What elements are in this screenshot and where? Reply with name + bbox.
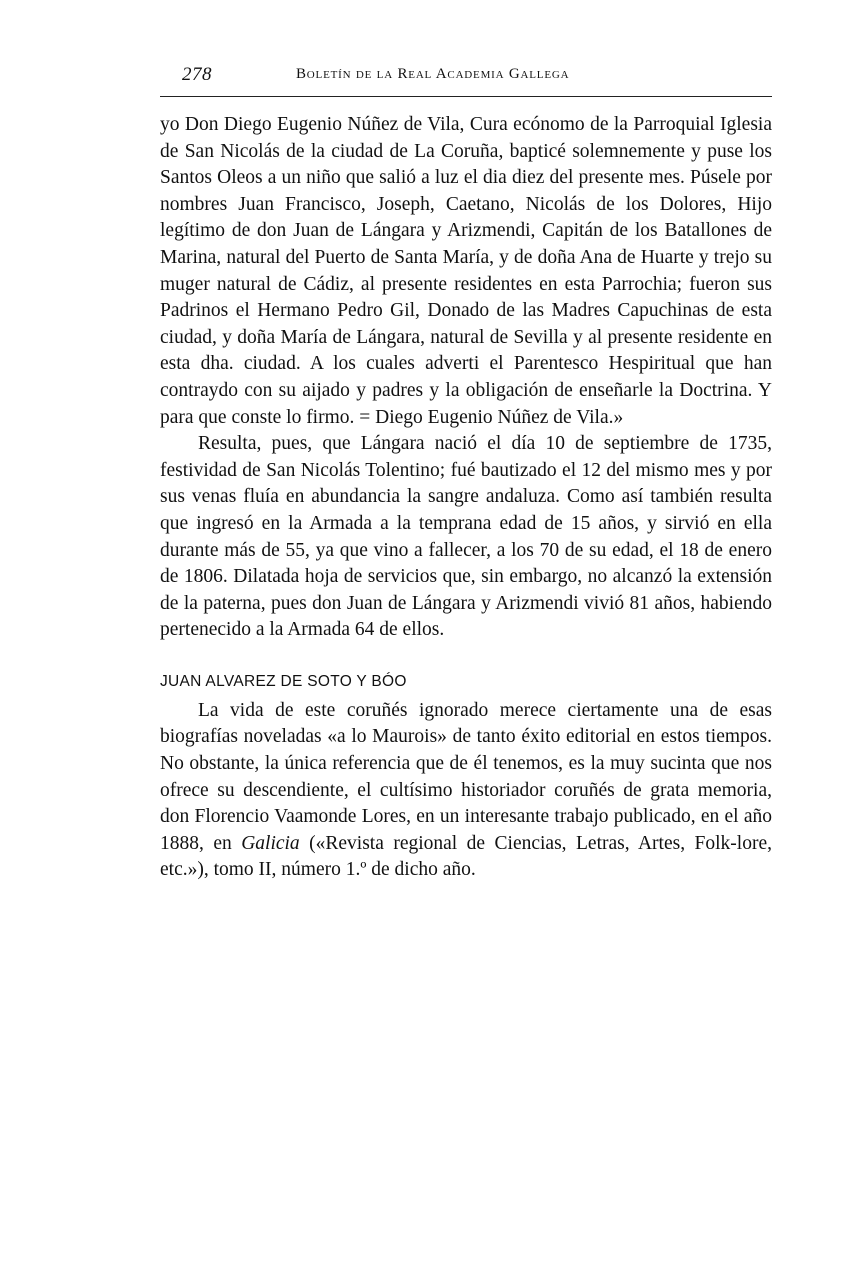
section-heading: JUAN ALVAREZ DE SOTO Y BÓO: [160, 672, 407, 690]
page-header: [160, 64, 772, 88]
body-text: [160, 112, 772, 884]
page-number: 278: [182, 64, 212, 85]
paragraph-alvarez-intro: [160, 698, 772, 884]
header-rule: [160, 96, 772, 97]
paragraph-text-part-2: («Revista regional de Ciencias, Letras, Artes, Folk-lore, etc.»), tomo II, número 1.º de dicho año.: [160, 832, 772, 881]
paragraph-langara-summary: Resulta, pues, que Lángara nació el día 10 de septiembre de 1735, festividad de San Nicolás Tolentino; fué bautizado el 12 del mismo mes y por sus venas fluía en abundancia la sangre andaluza. Como así también resulta que ingresó en la Armada a la temprana edad de 15 años, y sirvió en ella durante más de 55, ya que vino a fallecer, a los 70 de su edad, el 18 de enero de 1806. Dilatada hoja de servicios que, sin embargo, no alcanzó la extensión de la paterna, pues don Juan de Lángara y Arizmendi vivió 81 años, habiendo pertenecido a la Armada 64 de ellos.: [160, 433, 772, 641]
paragraph-baptism-record: yo Don Diego Eugenio Núñez de Vila, Cura ecónomo de la Parroquial Iglesia de San Nicolás de la ciudad de La Coruña, bapticé solemnemente y puse los Santos Oleos a un niño que salió a luz el dia diez del presente mes. Púsele por nombres Juan Francisco, Joseph, Caetano, Nicolás de los Dolores, Hijo legítimo de don Juan de Lángara y Arizmendi, Capitán de los Batallones de Marina, natural del Puerto de Santa María, y de doña Ana de Huarte y trejo su muger natural de Cádiz, al presente residentes en esta Parrochia; fueron sus Padrinos el Hermano Pedro Gil, Donado de las Madres Capuchinas de esta ciudad, y doña María de Lángara, natural de Sevilla y al presente residente en esta dha. ciudad. A los cuales adverti el Parentesco Hespiritual que han contraydo con su aijado y padres y la obligación de enseñarle la Doctrina. Y para que conste lo firmo. = Diego Eugenio Núñez de Vila.»: [160, 114, 772, 428]
paragraph-text-part-1: La vida de este coruñés ignorado merece ciertamente una de esas biografías noveladas «a lo Maurois» de tanto éxito editorial en estos tiempos. No obstante, la única referencia que de él tenemos, es la muy sucinta que nos ofrece su descendiente, el cultísimo historiador coruñés de grata memoria, don Florencio Vaamonde Lores, en un interesante trabajo publicado, en el año 1888, en: [160, 699, 772, 854]
running-title: Boletín de la Real Academia Gallega: [296, 66, 570, 82]
publication-title: Galicia: [241, 832, 300, 854]
